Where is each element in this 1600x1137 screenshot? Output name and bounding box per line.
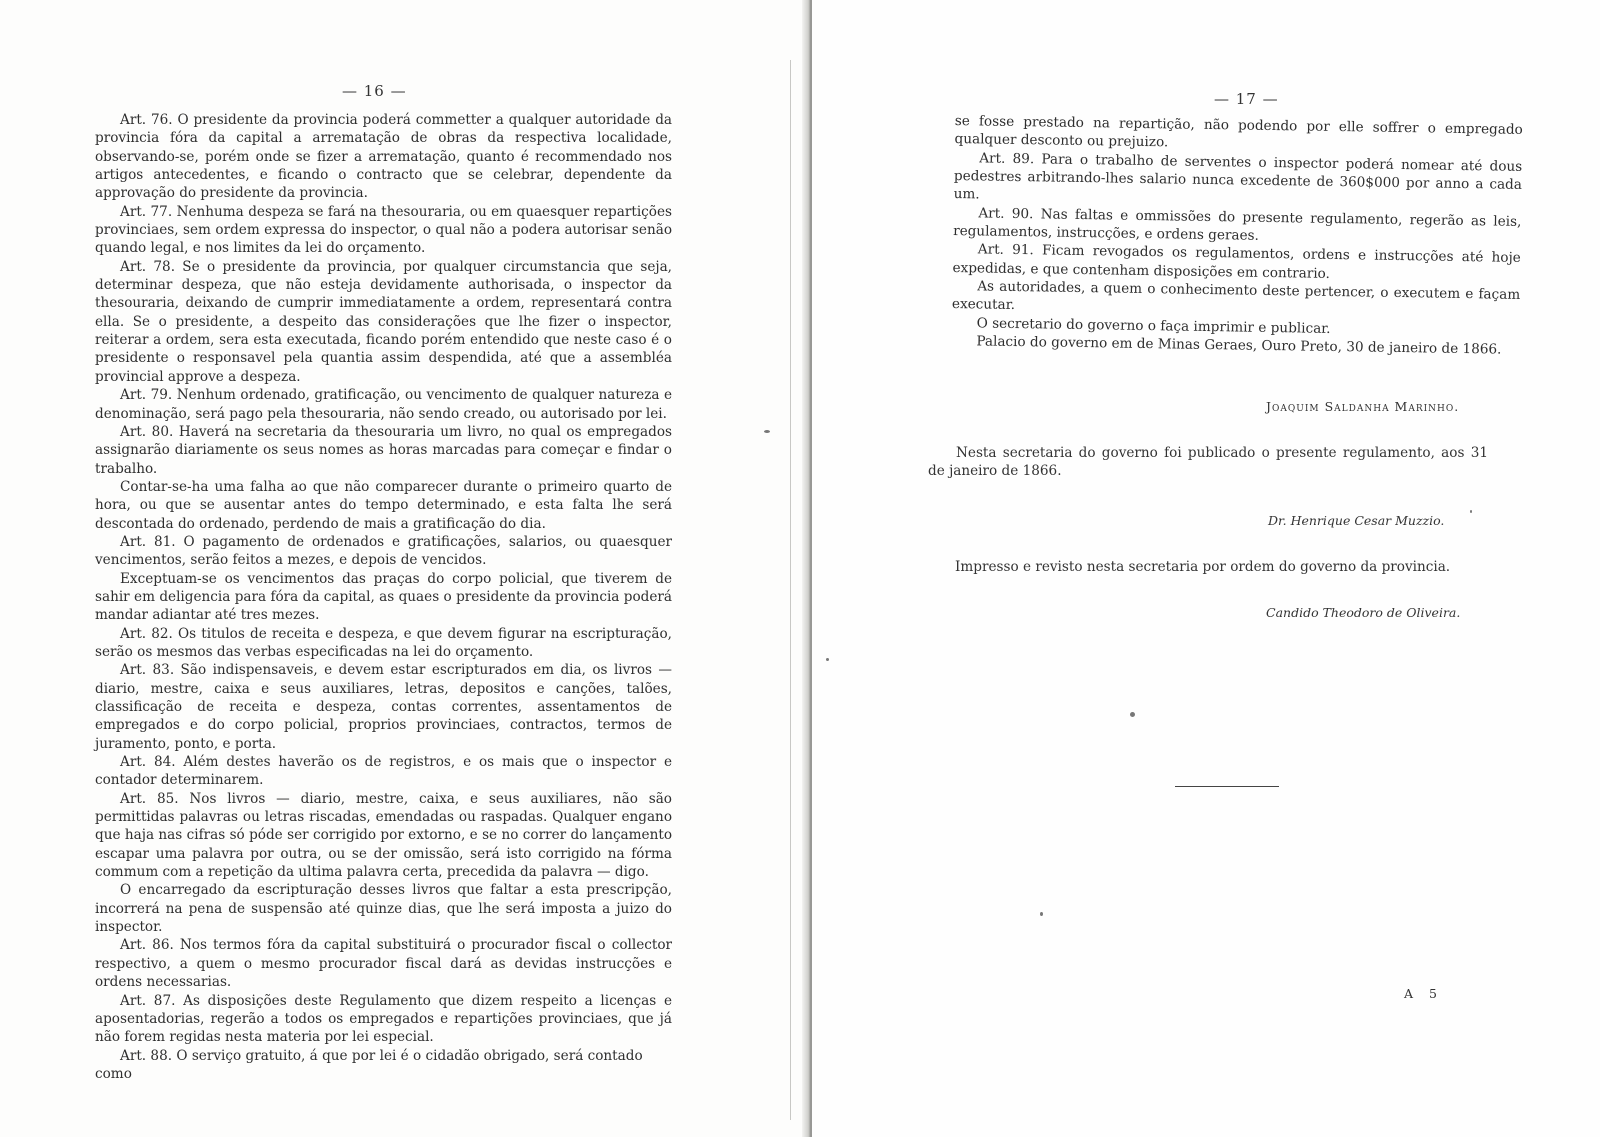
article-78: Art. 78. Se o presidente da provincia, por qualquer circumstancia que seja, determinar despeza, que não esteja devidamente authorisada, o inspector da thesouraria, deixando de cumprir immediatamente a ordem, representará contra ella. Se o presidente, a despeito das considerações que lhe fizer o inspector, reiterar a ordem, sera esta executada, ficando porém entendido que neste caso é o presidente o responsavel pela quantia assim despendida, até que a assembléa provincial approve a despeza.: [95, 258, 672, 385]
article-85-paragraph-2: O encarregado da escripturação desses livros que faltar a esta prescripção, incorrerá na pena de suspensão até quinze dias, que lhe será imposta a juizo do inspector.: [95, 882, 672, 936]
signature-candido-theodoro-de-oliveira: Candido Theodoro de Oliveira.: [1266, 605, 1461, 620]
left-page-body: [95, 111, 672, 1083]
closing-rule: [1175, 786, 1279, 787]
article-87: Art. 87. As disposições deste Regulamento que dizem respeito a licenças e aposentadorias, regerão a todos os empregados e repartições provinciaes, que já não forem regidas nesta materia por lei especial.: [95, 992, 672, 1046]
article-88: Art. 88. O serviço gratuito, á que por lei é o cidadão obrigado, será contado como: [95, 1047, 643, 1082]
palace-date-line: Palacio do governo em de Minas Geraes, Ouro Preto, 30 de janeiro de 1866.: [976, 333, 1502, 358]
article-90: Art. 90. Nas faltas e ommissões do presente regulamento, regerão as leis, regulamentos, instrucções, e ordens geraes.: [953, 205, 1522, 244]
paper-speck: [1470, 510, 1472, 513]
signature-joaquim-saldanha-marinho: Joaquim Saldanha Marinho.: [1266, 399, 1460, 414]
publication-note: Nesta secretaria do governo foi publicado o presente regulamento, aos 31 de janeiro de 1866.: [928, 445, 1488, 480]
page-edge-line: [790, 60, 791, 1120]
article-81-paragraph-2: Exceptuam-se os vencimentos das praças do corpo policial, que tiverem de sahir em deligencia para fóra da capital, as quaes o presidente da provincia poderá mandar adiantar até tres mezes.: [95, 570, 672, 624]
article-88-continuation: se fosse prestado na repartição, não podendo por elle soffrer o empregado qualquer desconto ou prejuizo.: [954, 112, 1523, 151]
article-80: Art. 80. Haverá na secretaria da thesouraria um livro, no qual os empregados assignarão diariamente os seus nomes as horas marcadas para começar e findar o trabalho.: [95, 423, 672, 477]
article-77: Art. 77. Nenhuma despeza se fará na thesouraria, ou em quaesquer repartições provinciaes, sem ordem expressa do inspector, o qual não a podera autorisar senão quando legal, e nos limites da lei do orçamento.: [95, 203, 672, 257]
article-89: Art. 89. Para o trabalho de serventes o inspector poderá nomear até dous pedestres arbitrando-lhes salario nunca excedente de 360$000 por anno a cada um.: [953, 150, 1523, 203]
signature-henrique-cesar-muzzio: Dr. Henrique Cesar Muzzio.: [1268, 513, 1445, 528]
article-91: Art. 91. Ficam revogados os regulamentos, ordens e instrucções até hoje expedidas, e que contenham disposições em contrario.: [952, 241, 1521, 282]
article-76: Art. 76. O presidente da provincia poderá commetter a qualquer autoridade da provincia fóra da capital a arrematação de obras da respectiva localidade, observando-se, porém onde se fizer a arrematação, quanto é recommendado nos artigos antecedentes, e ficando o contracto que se celebrar, dependente da approvação do presidente da provincia.: [95, 112, 672, 202]
right-page-body: [951, 112, 1523, 359]
print-note: Impresso e revisto nesta secretaria por ordem do governo da provincia.: [955, 559, 1451, 575]
signature-mark: A 5: [1404, 986, 1443, 1001]
authorities-clause: As autoridades, a quem o conhecimento deste pertencer, o executem e façam executar.: [951, 278, 1521, 314]
article-83: Art. 83. São indispensaveis, e devem estar escripturados em dia, os livros — diario, mestre, caixa e seus auxiliares, letras, depositos e canções, talões, classificação de receita e despeza, contas correntes, assentamentos de empregados e do corpo policial, proprios provinciaes, contractos, termos de juramento, ponto, e porta.: [95, 662, 672, 752]
page-number-16: — 16 —: [342, 82, 407, 100]
article-82: Art. 82. Os titulos de receita e despeza, e que devem figurar na escripturação, serão os mesmos das verbas especificadas na lei do orçamento.: [95, 625, 672, 660]
page-number-17: — 17 —: [1214, 90, 1279, 108]
article-80-paragraph-2: Contar-se-ha uma falha ao que não comparecer durante o primeiro quarto de hora, ou que se ausentar antes do tempo determinado, e esta falta lhe será descontada do ordenado, perdendo de mais a gratificação do dia.: [95, 478, 672, 532]
article-85: Art. 85. Nos livros — diario, mestre, caixa, e seus auxiliares, não são permittidas palavras ou letras riscadas, emendadas ou raspadas. Qualquer engano que haja nas cifras só póde ser corrigido por extorno, e se no correr do lançamento escapar uma palavra por outra, ou se der omissão, será isto corrigido na fórma commum com a repetição da ultima palavra certa, precedida da palavra — digo.: [95, 790, 672, 881]
paper-speck: [826, 658, 829, 661]
paper-speck: [1040, 912, 1043, 916]
paper-speck: [764, 430, 770, 433]
article-86: Art. 86. Nos termos fóra da capital substituirá o procurador fiscal o collector respectivo, a quem o mesmo procurador fiscal dará as devidas instrucções e ordens necessarias.: [95, 937, 672, 991]
paper-speck: [1130, 712, 1135, 717]
article-79: Art. 79. Nenhum ordenado, gratificação, ou vencimento de qualquer natureza e denominação, será pago pela thesouraria, não sendo creado, ou autorisado por lei.: [95, 387, 672, 422]
article-84: Art. 84. Além destes haverão os de registros, e os mais que o inspector e contador determinarem.: [95, 754, 672, 789]
secretary-clause: O secretario do governo o faça imprimir e publicar.: [976, 315, 1331, 337]
article-81: Art. 81. O pagamento de ordenados e gratificações, salarios, ou quaesquer vencimentos, serão feitos a mezes, e depois de vencidos.: [95, 533, 672, 569]
